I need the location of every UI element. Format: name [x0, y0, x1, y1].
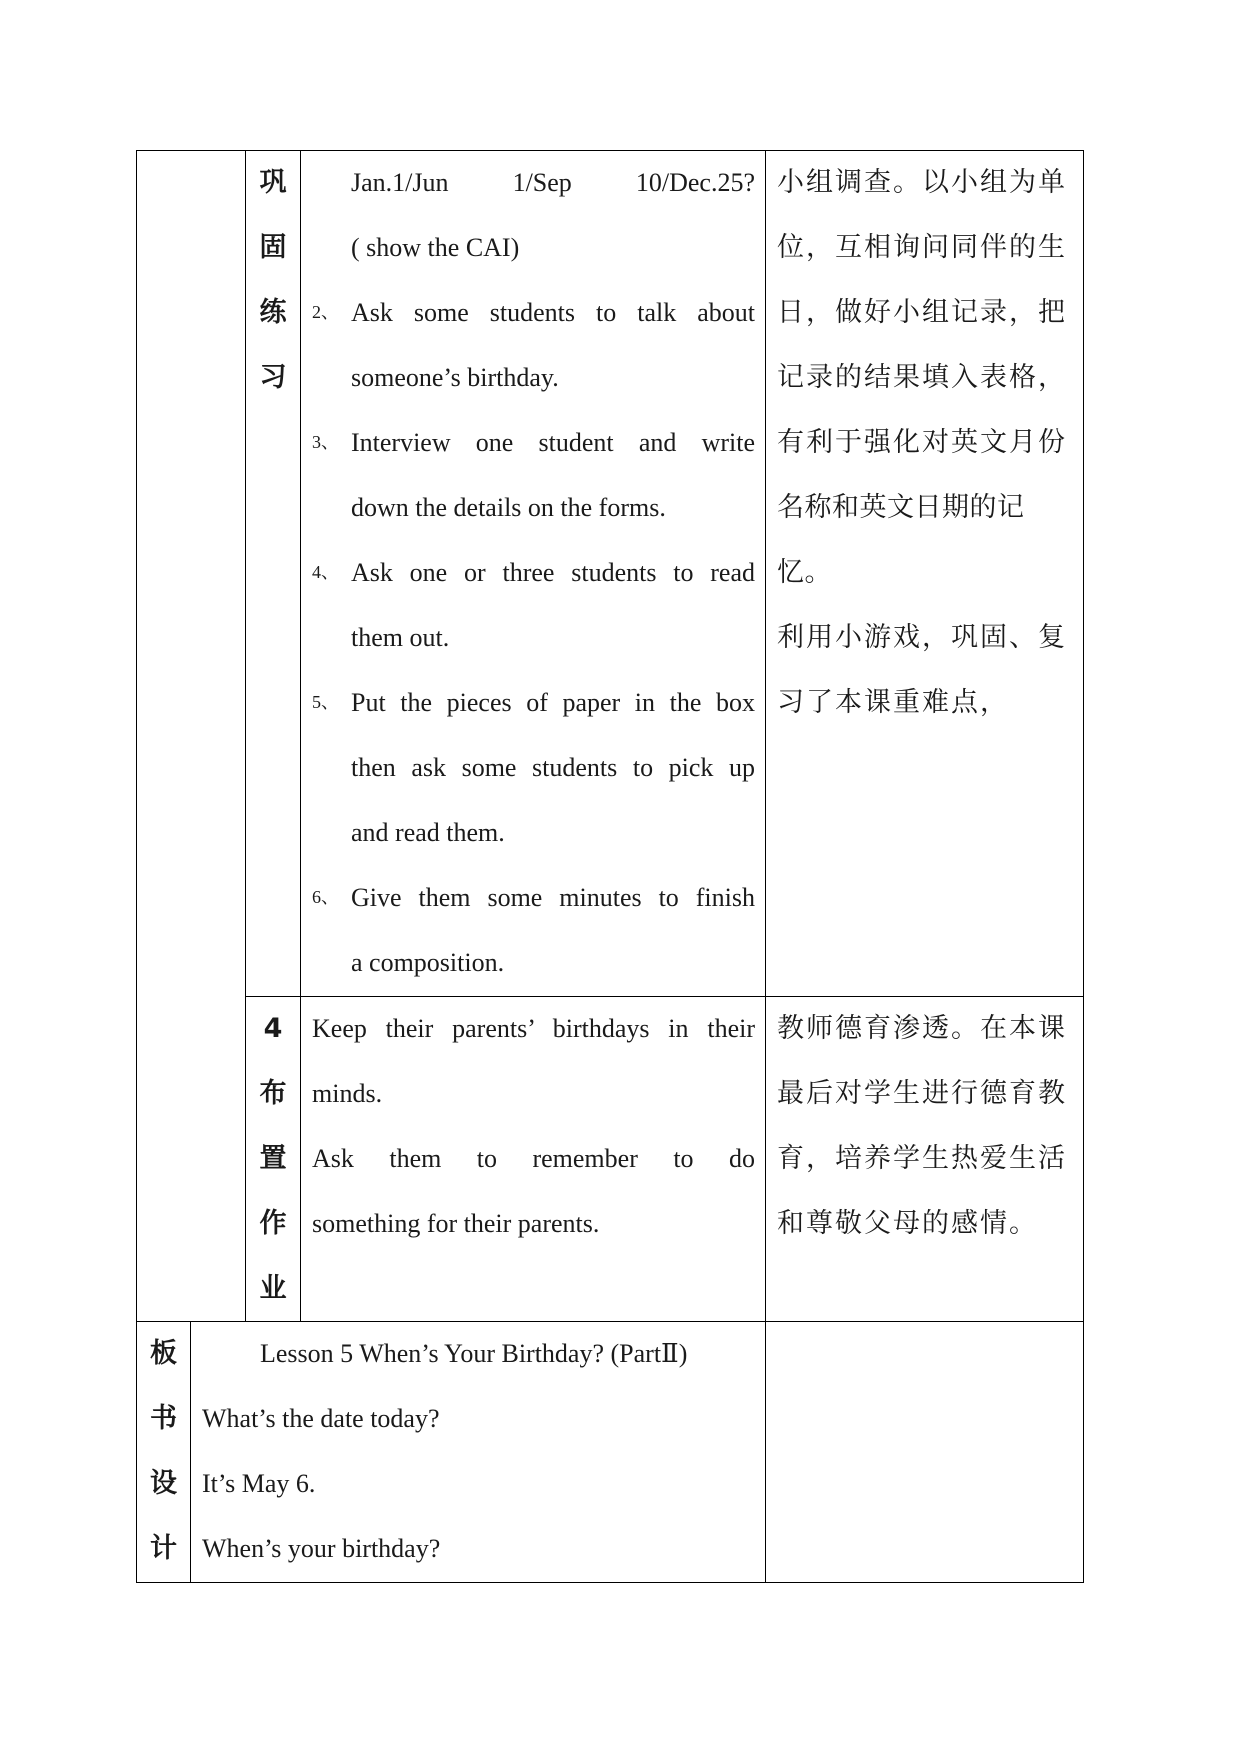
- practice-intro-line: Jan.1/Jun 1/Sep 10/Dec.25?: [351, 168, 755, 197]
- practice-intro-cai: ( show the CAI): [351, 233, 520, 262]
- practice-label: [246, 150, 300, 410]
- board-label-char: 计: [150, 1533, 177, 1564]
- item-number: 5、: [312, 692, 339, 712]
- practice-label-char: 巩: [259, 167, 287, 198]
- note-line: 最后对学生进行德育教: [777, 1078, 1067, 1109]
- board-line: What’s the date today?: [202, 1404, 440, 1433]
- board-label-char: 书: [150, 1403, 177, 1434]
- homework-line: something for their parents.: [312, 1209, 600, 1238]
- item-number: 3、: [312, 432, 339, 452]
- note-line: 和尊敬父母的感情。: [777, 1208, 1038, 1239]
- practice-notes: [777, 150, 1077, 735]
- col-divider-board-label: [190, 1321, 191, 1582]
- homework-notes: [777, 996, 1077, 1256]
- practice-item: 5、 Put the pieces of paper in the box then ask some students to pick up and read them.: [312, 670, 755, 865]
- homework-line: Ask them to remember to do: [312, 1144, 755, 1173]
- homework-line: minds.: [312, 1079, 383, 1108]
- table-bottom-border: [136, 1582, 1084, 1583]
- homework-label-char: 布: [259, 1078, 287, 1109]
- note-line: 记录的结果填入表格，: [777, 362, 1067, 393]
- practice-item: 3、 Interview one student and write down the details on the forms.: [312, 410, 755, 540]
- board-label-char: 设: [150, 1468, 177, 1499]
- board-line: When’s your birthday?: [202, 1534, 441, 1563]
- board-label-char: 板: [150, 1338, 177, 1369]
- homework-label-char: 业: [259, 1273, 287, 1304]
- homework-label-char: 4: [263, 1013, 283, 1044]
- col-divider-notes: [765, 150, 766, 1583]
- note-line: 位，互相询问同伴的生: [777, 232, 1067, 263]
- note-line: 育，培养学生热爱生活: [777, 1143, 1067, 1174]
- item-number: 2、: [312, 302, 339, 322]
- note-line: 教师德育渗透。在本课: [777, 1013, 1067, 1044]
- col-divider-label-right: [300, 150, 301, 1321]
- item-number: 4、: [312, 562, 339, 582]
- homework-label-char: 置: [259, 1143, 287, 1174]
- board-line: It’s May 6.: [202, 1469, 316, 1498]
- practice-content: [312, 150, 755, 995]
- homework-label-char: 作: [259, 1208, 287, 1239]
- homework-label: [246, 996, 300, 1321]
- board-label: [137, 1321, 190, 1581]
- practice-item: 6、 Give them some minutes to finish a composition.: [312, 865, 755, 995]
- board-content: [202, 1321, 757, 1581]
- homework-content: [312, 996, 755, 1256]
- homework-line: Keep their parents’ birthdays in their: [312, 1014, 755, 1043]
- note-line: 名称和英文日期的记忆。: [777, 492, 1025, 588]
- note-line: 小组调查。以小组为单: [777, 167, 1067, 198]
- note-line: 利用小游戏，巩固、复: [777, 622, 1067, 653]
- note-line: 有利于强化对英文月份: [777, 427, 1067, 458]
- practice-label-char: 练: [259, 297, 287, 328]
- board-title: Lesson 5 When’s Your Birthday? (PartⅡ): [260, 1339, 688, 1368]
- practice-label-char: 习: [259, 362, 287, 393]
- table-right-border: [1083, 150, 1084, 1583]
- item-number: 6、: [312, 887, 339, 907]
- practice-item: 2、 Ask some students to talk about someone’s birthday.: [312, 280, 755, 410]
- note-line: 日，做好小组记录，把: [777, 297, 1067, 328]
- practice-item: 4、 Ask one or three students to read them out.: [312, 540, 755, 670]
- practice-label-char: 固: [259, 232, 287, 263]
- note-line: 习了本课重难点，: [777, 687, 1009, 718]
